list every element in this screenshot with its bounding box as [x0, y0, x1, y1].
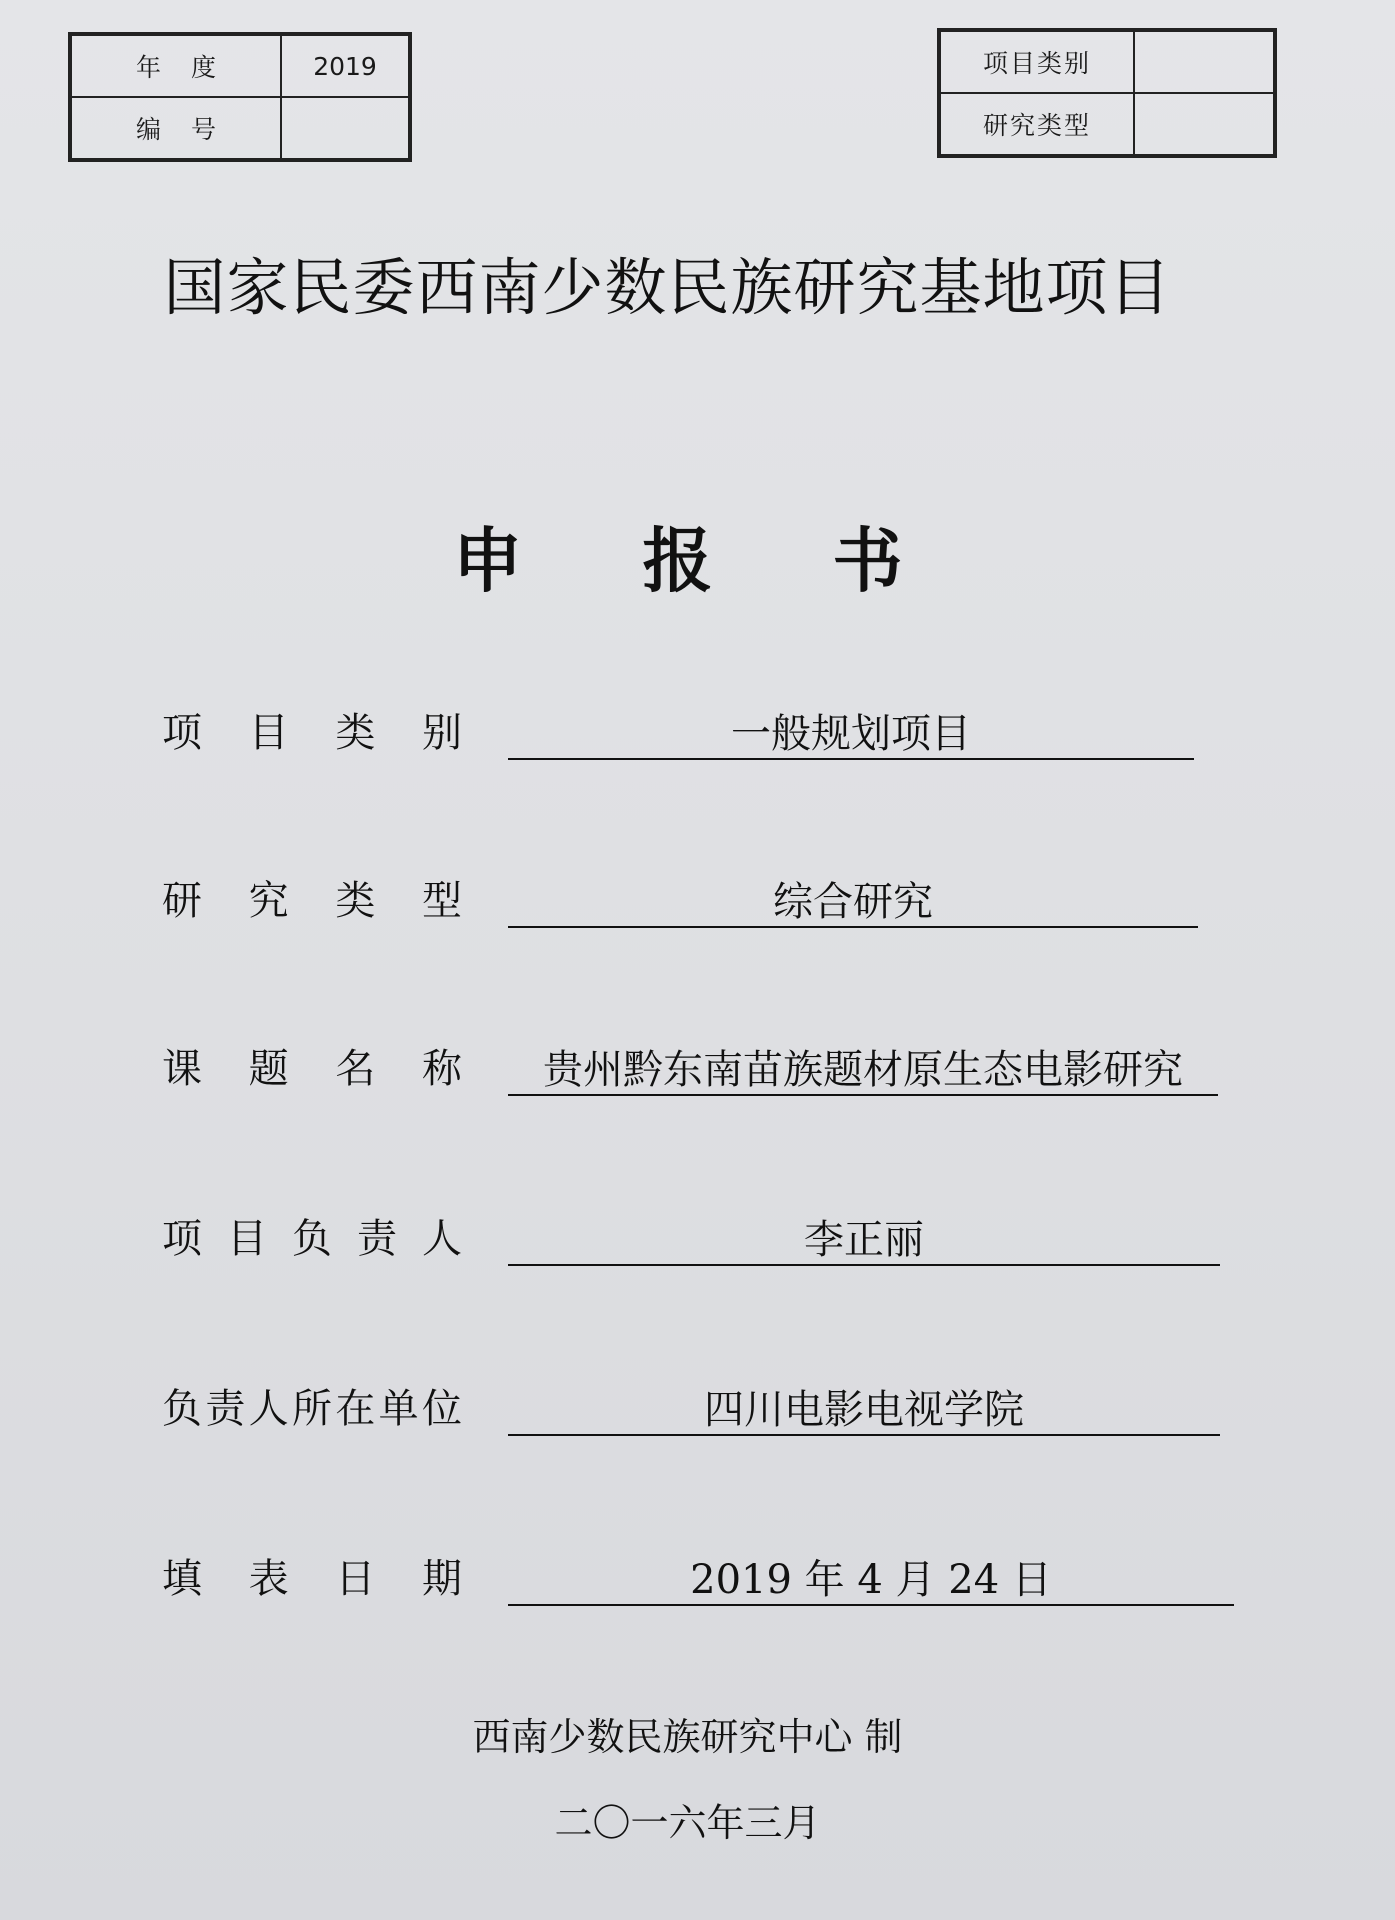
field-value: 李正丽 [508, 1216, 1220, 1266]
field-value: 一般规划项目 [508, 710, 1194, 760]
field-label: 项目负责人 [162, 1216, 462, 1262]
year-label: 年度 [70, 34, 281, 97]
field-label: 项目类别 [162, 710, 462, 756]
field-research-type [162, 868, 1198, 928]
field-fill-date [162, 1546, 1234, 1606]
year-number-box [68, 32, 412, 162]
field-label: 负责人所在单位 [162, 1386, 462, 1432]
sub-title: 申报书 [452, 520, 1023, 602]
field-leader-institution [162, 1376, 1220, 1436]
field-label: 课题名称 [162, 1046, 462, 1092]
field-value: 四川电影电视学院 [508, 1386, 1220, 1436]
field-label: 研究类型 [162, 878, 462, 924]
field-project-leader [162, 1206, 1220, 1266]
issuer: 西南少数民族研究中心 制 [472, 1715, 903, 1759]
year-value: 2019 [281, 34, 410, 97]
number-value [281, 97, 410, 160]
field-value: 2019 年 4 月 24 日 [508, 1556, 1234, 1606]
category-type-box [937, 28, 1277, 158]
main-title: 国家民委西南少数民族研究基地项目 [163, 251, 1172, 324]
research-type-label: 研究类型 [939, 93, 1134, 156]
number-label: 编号 [70, 97, 281, 160]
field-value: 综合研究 [508, 878, 1198, 928]
field-label: 填表日期 [162, 1556, 462, 1602]
field-value: 贵州黔东南苗族题材原生态电影研究 [508, 1046, 1218, 1096]
project-category-value [1134, 30, 1275, 93]
field-project-category [162, 700, 1194, 760]
issue-date: 二〇一六年三月 [554, 1801, 821, 1845]
project-category-label: 项目类别 [939, 30, 1134, 93]
research-type-value [1134, 93, 1275, 156]
field-topic-name [162, 1036, 1218, 1096]
